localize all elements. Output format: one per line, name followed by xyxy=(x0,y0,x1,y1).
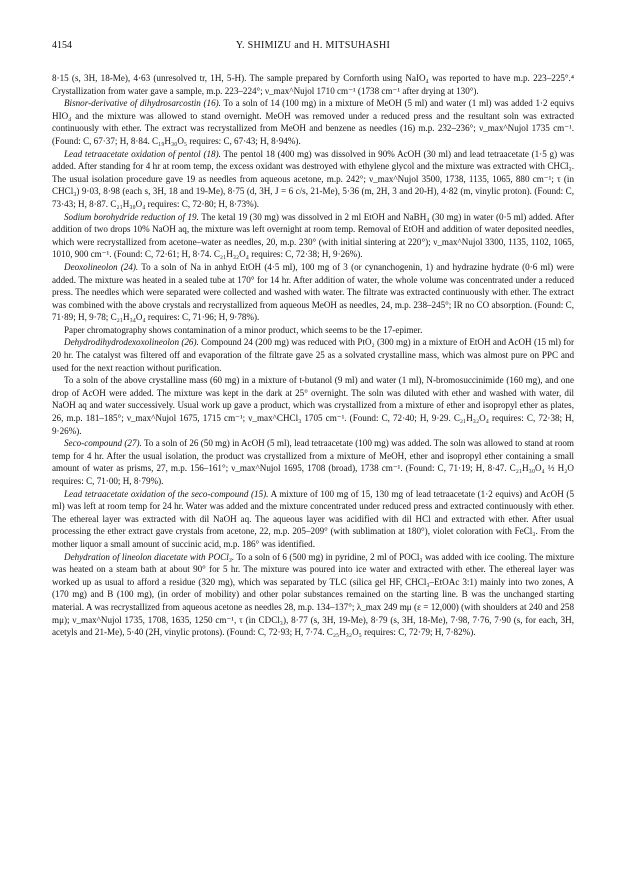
paragraph-text: The pentol 18 (400 mg) was dissolved in 90% AcOH (30 ml) and lead tetraacetate (1·5 g) was added. After standing for 4 hr at room temp, the excess oxidant was destroyed with ethylene glycol and the mixture was extracted with CHCl₃. The usual isolation procedure gave 19 as needles from aqueous acetone, m.p. 242°; ν_max^Nujol 3500, 1738, 1135, 1065, 880 cm⁻¹; τ (in CHCl₃) 9·03, 8·98 (each s, 3H, 18 and 19-Me), 8·75 (d, 3H, J = 6 c/s, 21-Me), 5·36 (m, 2H, 3 and 20-H), 4·82 (m, vinylic proton). (Found: C, 73·43; H, 8·87. C₂₁H₃₀O₄ requires: C, 72·80; H, 8·73%). xyxy=(52,148,574,209)
paragraph xyxy=(52,551,574,639)
paragraph-text: 8·15 (s, 3H, 18-Me), 4·63 (unresolved tr, 1H, 5-H). The sample prepared by Cornforth using NaIO₄ was reported to have m.p. 223–225°.⁴ Crystallization from water gave a sample, m.p. 223–224°; ν_max^Nujol 1710 cm⁻¹ (1738 cm⁻¹ after drying at 130°). xyxy=(52,73,574,96)
paragraph-text: A mixture of 100 mg of 15, 130 mg of lead tetraacetate (1·2 equivs) and AcOH (5 ml) was left at room temp for 24 hr. Water was added and the mixture concentrated under reduced press and extracted continuously with ether. The ethereal layer was extracted with dil NaOH aq. The aqueous layer was acidified with dil HCl and extracted with ether. After usual processing the ether extract gave crystals from acetone, 22, m.p. 205–209° (with sublimation at 180°), violet coloration with FeCl₃. From the mother liquor a small amount of succinic acid, m.p. 186° was identified. xyxy=(52,488,574,549)
paragraph-heading: Lead tetraacetate oxidation of pentol (18). xyxy=(64,148,221,159)
paragraph-heading: Deoxolineolon (24). xyxy=(64,261,139,272)
paragraph xyxy=(52,97,574,147)
paragraph-heading: Dehydrodihydrodexoxolineolon (26). xyxy=(64,337,199,348)
paragraph-text: The ketal 19 (30 mg) was dissolved in 2 ml EtOH and NaBH₄ (30 mg) in water (0·5 ml) added. After addition of two drops 10% NaOH aq, the mixture was left overnight at room temp. Removal of EtOH and addition of water deposited needles, which were recrystallized from acetone–water as needles, 20, m.p. 230° (with initial sintering at 220°); ν_max^Nujol 3300, 1135, 1102, 1065, 1010, 900 cm⁻¹. (Found: C, 72·61; H, 8·74. C₂₁H₃₂O₄ requires: C, 72·38; H, 9·26%). xyxy=(52,211,574,260)
paragraph xyxy=(52,148,574,211)
paragraph-text: Compound 24 (200 mg) was reduced with PtO₂ (300 mg) in a mixture of EtOH and AcOH (15 ml) for 20 hr. The catalyst was filtered off and evaporation of the filtrate gave 25 as a solvated crystalline mass, which was almost pure on PPC and used for the next reaction without purification. xyxy=(52,337,574,373)
body-text xyxy=(52,72,574,639)
paragraph-heading: Sodium borohydride reduction of 19. xyxy=(64,211,199,222)
paragraph xyxy=(52,336,574,374)
paragraph-text: To a soln of 14 (100 mg) in a mixture of MeOH (5 ml) and water (1 ml) was added 1·2 equivs HIO₄ and the mixture was allowed to stand overnight. MeOH was removed under a reduced press and the resultant soln was extracted continuously with ether. The extract was recrystallized from MeOH and benzene as needles (16) m.p. 232–236°; ν_max^Nujol 1735 cm⁻¹. (Found: C, 67·37; H, 8·84. C₁₉H₃₀O₅ requires: C, 67·43; H, 8·94%). xyxy=(52,98,574,146)
paragraph-heading: Lead tetraacetate oxidation of the seco-compound (15). xyxy=(64,488,269,499)
page-number: 4154 xyxy=(52,40,72,51)
paragraph-text: To a soln of 26 (50 mg) in AcOH (5 ml), lead tetraacetate (100 mg) was added. The soln was allowed to stand at room temp for 4 hr. After the usual isolation, the product was crystallized from a mixture of MeOH, ether and isopropyl ether containing a small amount of water as prisms, 27, m.p. 156–161°; ν_max^Nujol 1695, 1708 (broad), 1738 cm⁻¹. (Found: C, 71·19; H, 8·47. C₂₁H₃₀O₄ ½ H₂O requires: C, 71·00; H, 8·79%). xyxy=(52,438,574,486)
document-page xyxy=(52,40,574,639)
paragraph-text: To a soln of 6 (500 mg) in pyridine, 2 ml of POCl₃ was added with ice cooling. The mixture was heated on a steam bath at about 90° for 5 hr. The mixture was poured into ice water and extracted with ether. The ethereal layer was worked up as usual to afford a residue (320 mg), which was separated by TLC (silica gel HF, CHCl₃–EtOAc 3:1) mainly into two zones, A (170 mg) and B (100 mg), (in order of mobility) and other polar substances remained on the starting line. B was the unchanged starting material. A was recrystallized from aqueous acetone as needles 28, m.p. 134–137°; λ_max 249 mμ (ε = 12,000) (with shoulders at 240 and 258 mμ); ν_max^Nujol 1735, 1708, 1635, 1250 cm⁻¹, τ (in CDCl₃), 8·77 (s, 3H, 19-Me), 8·79 (s, 3H, 18-Me), 7·98, 7·76, 7·90 (s, for each, 3H, acetyls and 21-Me), 5·40 (2H, vinylic protons). (Found: C, 72·93; H, 7·74. C₂₅H₃₂O₅ requires: C, 72·79; H, 7·82%). xyxy=(52,551,574,638)
paragraph-text: To a soln of Na in anhyd EtOH (4·5 ml), 100 mg of 3 (or cynanchogenin, 1) and hydrazine hydrate (0·6 ml) were added. The mixture was heated in a sealed tube at 170° for 14 hr. After addition of water, the whole volume was concentrated under a reduced press. The needles which were separated were collected and washed with water. The filtrate was extracted continuously with ether. The extract was combined with the above crystals and recrystallized from aqueous MeOH as needles, 24, m.p. 238–245°; IR no CO absorption. (Found: C, 71·89; H, 9·78; C₂₁H₃₄O₄ requires: C, 71·96; H, 9·78%). xyxy=(52,261,575,323)
paragraph xyxy=(52,72,574,97)
paragraph-text: To a soln of the above crystalline mass (60 mg) in a mixture of t-butanol (9 ml) and water (1 ml), N-bromosuccinimide (160 mg), and one drop of AcOH were added. The mixture was kept in the dark at 25° overnight. The soln was diluted with ether and washed with water, dil NaOH aq and water successively. Usual work up gave a product, which was crystallized from a mixture of ether and isopropyl ether as plates, 26, m.p. 181–185°; ν_max^Nujol 1675, 1715 cm⁻¹; ν_max^CHCl₃ 1705 cm⁻¹. (Found: C, 72·40; H, 9·29. C₂₁H₃₂O₄ requires: C, 72·38; H, 9·26%). xyxy=(52,375,574,436)
paragraph-text: Paper chromatography shows contamination of a minor product, which seems to be the 17-epimer. xyxy=(64,324,423,335)
paragraph xyxy=(52,437,574,487)
paragraph xyxy=(52,488,574,551)
paragraph xyxy=(52,261,574,324)
running-head-authors: Y. SHIMIZU and H. MITSUHASHI xyxy=(235,40,391,51)
paragraph xyxy=(52,324,574,337)
paragraph-heading: Bisnor-derivative of dihydrosarcostin (16). xyxy=(64,98,221,109)
running-header xyxy=(52,40,574,54)
paragraph-heading: Seco-compound (27). xyxy=(64,438,142,449)
paragraph xyxy=(52,211,574,261)
paragraph xyxy=(52,374,574,437)
paragraph-heading: Dehydration of lineolon diacetate with POCl₃. xyxy=(64,551,235,562)
